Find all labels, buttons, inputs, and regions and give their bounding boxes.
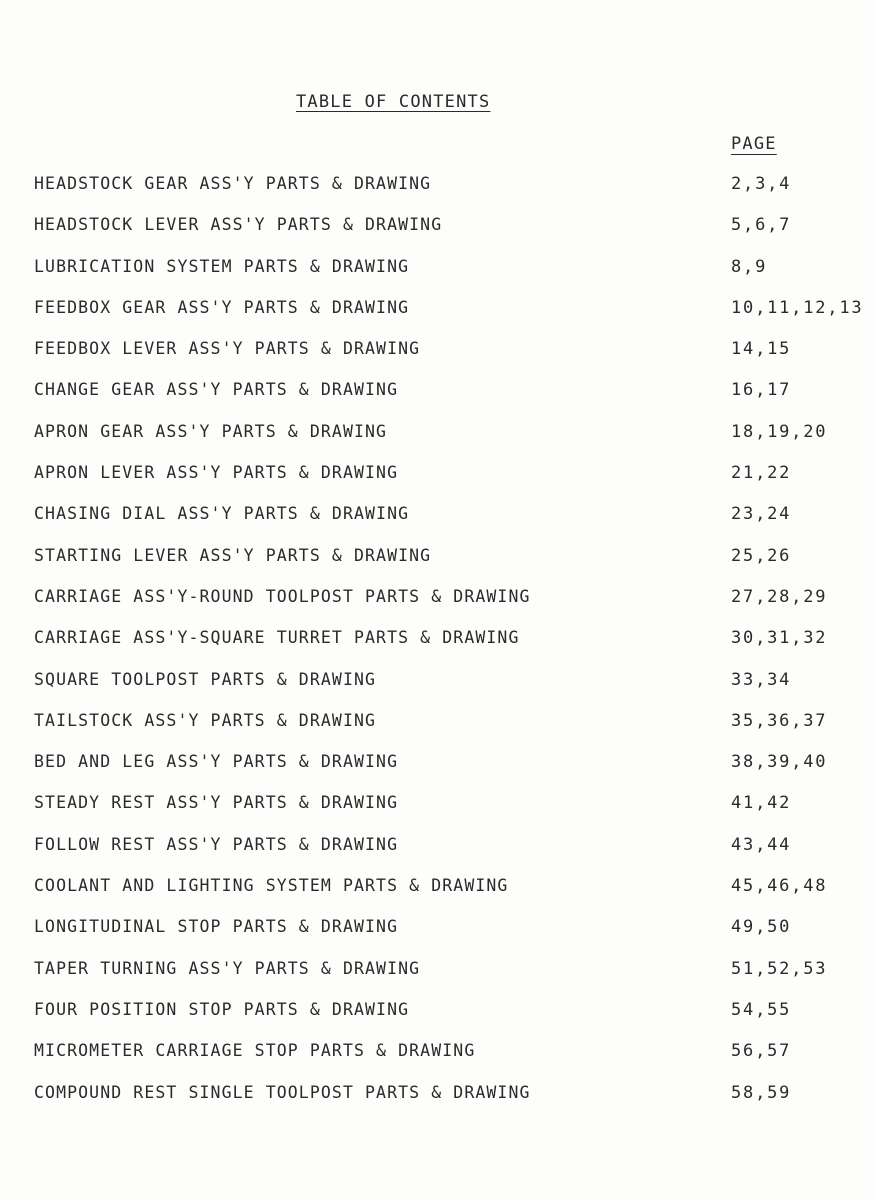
toc-entry-pages: 16,17 bbox=[731, 380, 792, 401]
toc-entry-pages: 14,15 bbox=[731, 339, 792, 360]
toc-entry-label: CHASING DIAL ASS'Y PARTS & DRAWING bbox=[34, 504, 410, 524]
toc-entry-pages: 43,44 bbox=[731, 834, 792, 855]
toc-entry-label: FOLLOW REST ASS'Y PARTS & DRAWING bbox=[34, 834, 399, 854]
toc-entry bbox=[0, 380, 875, 421]
toc-entry-label: CARRIAGE ASS'Y-ROUND TOOLPOST PARTS & DRAWING bbox=[34, 586, 531, 606]
toc-entry-label: STEADY REST ASS'Y PARTS & DRAWING bbox=[34, 793, 399, 813]
toc-entry-label: LONGITUDINAL STOP PARTS & DRAWING bbox=[34, 917, 399, 937]
toc-entry-label: TAPER TURNING ASS'Y PARTS & DRAWING bbox=[34, 958, 421, 978]
toc-entry bbox=[0, 422, 875, 463]
toc-entry bbox=[0, 628, 875, 669]
toc-entry-label: COOLANT AND LIGHTING SYSTEM PARTS & DRAWING bbox=[34, 876, 509, 896]
toc-entry-label: MICROMETER CARRIAGE STOP PARTS & DRAWING bbox=[34, 1041, 476, 1061]
toc-entry-label: HEADSTOCK GEAR ASS'Y PARTS & DRAWING bbox=[34, 174, 432, 193]
toc-entry-pages: 49,50 bbox=[731, 917, 792, 938]
toc-entry bbox=[0, 1083, 875, 1124]
toc-entry-label: APRON LEVER ASS'Y PARTS & DRAWING bbox=[34, 463, 399, 483]
toc-entry-pages: 8,9 bbox=[731, 256, 768, 277]
toc-entry-pages: 58,59 bbox=[731, 1082, 792, 1103]
toc-entry-pages: 27,28,29 bbox=[731, 586, 828, 607]
toc-entry-label: TAILSTOCK ASS'Y PARTS & DRAWING bbox=[34, 710, 377, 730]
toc-entry bbox=[0, 752, 875, 793]
toc-entry bbox=[0, 174, 875, 215]
toc-entry-pages: 41,42 bbox=[731, 793, 792, 814]
toc-entry-pages: 54,55 bbox=[731, 999, 792, 1020]
toc-entry bbox=[0, 1041, 875, 1082]
toc-entry bbox=[0, 876, 875, 917]
toc-entry-label: CHANGE GEAR ASS'Y PARTS & DRAWING bbox=[34, 380, 399, 400]
toc-entry bbox=[0, 793, 875, 834]
toc-entry-pages: 35,36,37 bbox=[731, 710, 828, 731]
toc-entry bbox=[0, 959, 875, 1000]
toc-entry-label: FOUR POSITION STOP PARTS & DRAWING bbox=[34, 999, 410, 1019]
toc-entry bbox=[0, 917, 875, 958]
toc-entry-pages: 33,34 bbox=[731, 669, 792, 690]
toc-entry-pages: 5,6,7 bbox=[731, 215, 792, 236]
toc-entry bbox=[0, 587, 875, 628]
toc-entry-label: FEEDBOX LEVER ASS'Y PARTS & DRAWING bbox=[34, 339, 421, 359]
toc-entry-pages: 30,31,32 bbox=[731, 628, 828, 649]
toc-entry bbox=[0, 504, 875, 545]
toc-entry-pages: 51,52,53 bbox=[731, 958, 828, 979]
toc-entry bbox=[0, 298, 875, 339]
toc-entry bbox=[0, 215, 875, 256]
toc-entry-pages: 10,11,12,13 bbox=[731, 297, 864, 318]
toc-entry bbox=[0, 463, 875, 504]
toc-entry bbox=[0, 835, 875, 876]
toc-entry-label: BED AND LEG ASS'Y PARTS & DRAWING bbox=[34, 752, 399, 772]
toc-entry bbox=[0, 546, 875, 587]
toc-entry bbox=[0, 1000, 875, 1041]
toc-entry bbox=[0, 670, 875, 711]
toc-entry bbox=[0, 257, 875, 298]
toc-entry-pages: 18,19,20 bbox=[731, 421, 828, 442]
toc-entry bbox=[0, 339, 875, 380]
toc-entry-label: HEADSTOCK LEVER ASS'Y PARTS & DRAWING bbox=[34, 215, 443, 235]
toc-entry-pages: 2,3,4 bbox=[731, 174, 792, 194]
toc-entry-label: LUBRICATION SYSTEM PARTS & DRAWING bbox=[34, 256, 410, 276]
toc-entry-label: SQUARE TOOLPOST PARTS & DRAWING bbox=[34, 669, 377, 689]
toc-entry-label: FEEDBOX GEAR ASS'Y PARTS & DRAWING bbox=[34, 297, 410, 317]
toc-entry-pages: 56,57 bbox=[731, 1041, 792, 1062]
toc-entry-label: STARTING LEVER ASS'Y PARTS & DRAWING bbox=[34, 545, 432, 565]
toc-entry-label: CARRIAGE ASS'Y-SQUARE TURRET PARTS & DRAWING bbox=[34, 628, 520, 648]
toc-list bbox=[0, 174, 875, 1124]
toc-entry-pages: 45,46,48 bbox=[731, 876, 828, 897]
toc-entry-pages: 38,39,40 bbox=[731, 752, 828, 773]
toc-entry-pages: 25,26 bbox=[731, 545, 792, 566]
toc-entry-pages: 23,24 bbox=[731, 504, 792, 525]
toc-entry bbox=[0, 711, 875, 752]
toc-entry-pages: 21,22 bbox=[731, 463, 792, 484]
toc-entry-label: COMPOUND REST SINGLE TOOLPOST PARTS & DRAWING bbox=[34, 1082, 531, 1102]
page-column-header: PAGE bbox=[731, 134, 777, 154]
page-title: TABLE OF CONTENTS bbox=[296, 92, 491, 112]
toc-entry-label: APRON GEAR ASS'Y PARTS & DRAWING bbox=[34, 421, 388, 441]
